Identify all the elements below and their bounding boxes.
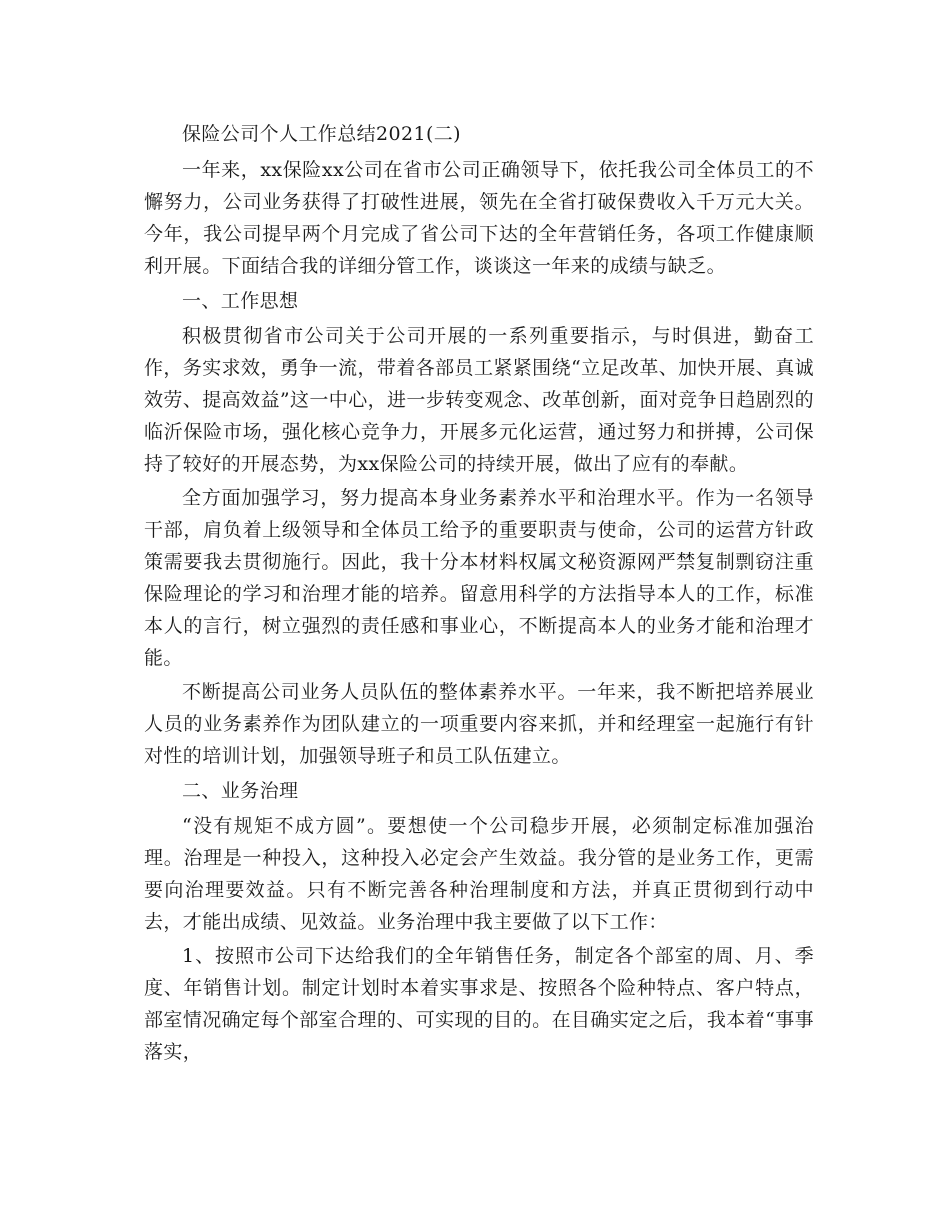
section-heading-business-management: 二、业务治理 <box>182 780 299 802</box>
work-thought-paragraph: 积极贯彻省市公司关于公司开展的一系列重要指示，与时俱进，勤奋工作，务实求效，勇争一流，带着各部员工紧紧围绕“立足改革、加快开展、真诚效劳、提高效益”这一中心，进一步转变观念、改革创新，面对竞争日趋剧烈的临沂保险市场，强化核心竞争力，开展多元化运营，通过努力和拼搏，公司保持了较好的开展态势，为xx保险公司的持续开展，做出了应有的奉献。 <box>144 325 814 475</box>
section-heading-work-thought: 一、工作思想 <box>182 290 299 312</box>
study-paragraph: 全方面加强学习，努力提高本身业务素养水平和治理水平。作为一名领导干部，肩负着上级领导和全体员工给予的重要职责与使命，公司的运营方针政策需要我去贯彻施行。因此，我十分本材料权属文秘资源网严禁复制剽窃注重保险理论的学习和治理才能的培养。留意用科学的方法指导本人的工作，标准本人的言行，树立强烈的责任感和事业心，不断提高本人的业务才能和治理才能。 <box>144 487 814 669</box>
team-quality-paragraph: 不断提高公司业务人员队伍的整体素养水平。一年来，我不断把培养展业人员的业务素养作为团队建立的一项重要内容来抓，并和经理室一起施行有针对性的培训计划，加强领导班子和员工队伍建立。 <box>144 681 814 767</box>
document-body <box>144 118 814 1070</box>
sales-plan-paragraph: 1、按照市公司下达给我们的全年销售任务，制定各个部室的周、月、季度、年销售计划。制定计划时本着实事求是、按照各个险种特点、客户特点，部室情况确定每个部室合理的、可实现的目的。在目确实定之后，我本着“事事落实， <box>144 945 814 1063</box>
intro-paragraph: 一年来，xx保险xx公司在省市公司正确领导下，依托我公司全体员工的不懈努力，公司业务获得了打破性进展，领先在全省打破保费收入千万元大关。今年，我公司提早两个月完成了省公司下达的全年营销任务，各项工作健康顺利开展。下面结合我的详细分管工作，谈谈这一年来的成绩与缺乏。 <box>144 159 814 277</box>
document-title: 保险公司个人工作总结2021(二) <box>182 123 461 145</box>
management-paragraph: “没有规矩不成方圆”。要想使一个公司稳步开展，必须制定标准加强治理。治理是一种投入，这种投入必定会产生效益。我分管的是业务工作，更需要向治理要效益。只有不断完善各种治理制度和方法，并真正贯彻到行动中去，才能出成绩、见效益。业务治理中我主要做了以下工作： <box>144 815 814 933</box>
